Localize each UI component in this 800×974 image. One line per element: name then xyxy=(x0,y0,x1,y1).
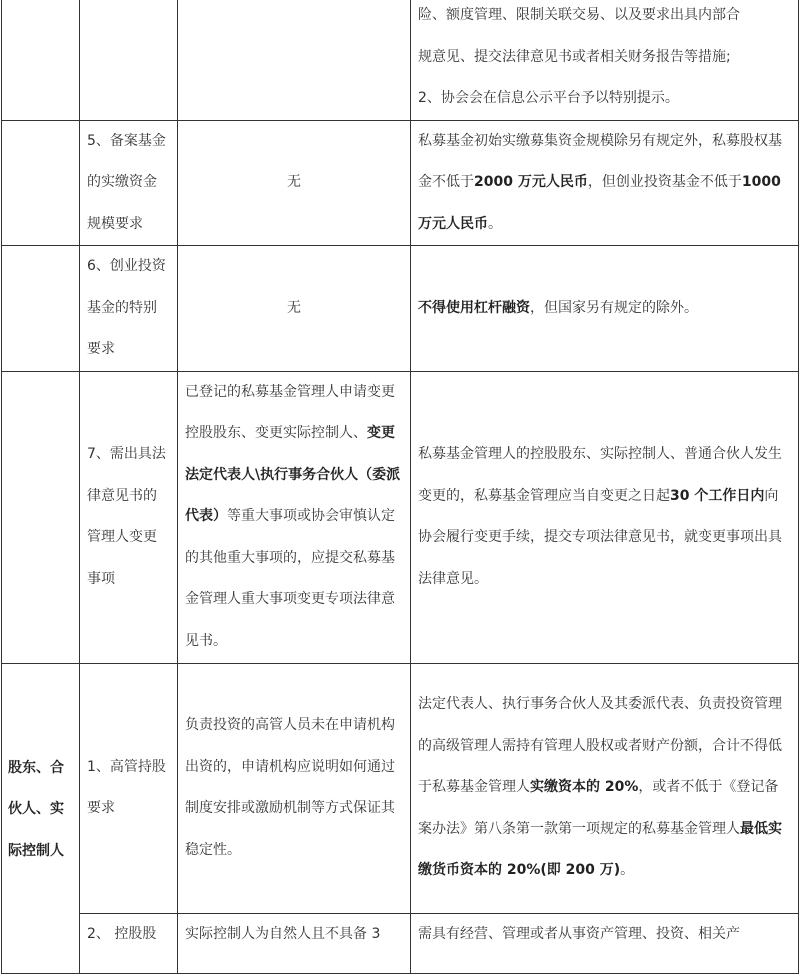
old-rule-cell: 无 xyxy=(178,246,411,372)
new-rule-cell: 法定代表人、执行事务合伙人及其委派代表、负责投资管理的高级管理人需持有管理人股权或者财产份额，合计不得低于私募基金管理人实缴资本的 20%，或者不低于《登记备案办法》第八条第一款第一项规定的私募基金管理人最低实缴货币资本的 20%(即 200 万)。 xyxy=(411,663,799,913)
item-cell: 1、高管持股 要求 xyxy=(80,663,178,913)
item-cell: 5、备案基金 的实缴资金 规模要求 xyxy=(80,120,178,246)
category-cell xyxy=(2,0,80,120)
old-rule-cell: 负责投资的高管人员未在申请机构出资的，申请机构应说明如何通过制度安排或激励机制等方式保证其稳定性。 xyxy=(178,663,411,913)
regulation-table xyxy=(1,0,799,974)
item-cell: 7、需出具法 律意见书的 管理人变更 事项 xyxy=(80,371,178,663)
table-row xyxy=(2,246,799,372)
category-cell xyxy=(2,120,80,246)
table-row xyxy=(2,120,799,246)
table-row xyxy=(2,913,799,973)
new-rule-cell: 不得使用杠杆融资，但国家另有规定的除外。 xyxy=(411,246,799,372)
old-rule-cell: 实际控制人为自然人且不具备 3 xyxy=(178,913,411,973)
item-cell xyxy=(80,0,178,120)
new-rule-cell: 私募基金管理人的控股股东、实际控制人、普通合伙人发生变更的，私募基金管理应当自变更之日起30 个工作日内向协会履行变更手续，提交专项法律意见书，就变更事项出具法律意见。 xyxy=(411,371,799,663)
item-cell: 2、 控股股 xyxy=(80,913,178,973)
new-rule-cell: 需具有经营、管理或者从事资产管理、投资、相关产 xyxy=(411,913,799,973)
new-rule-cell: 险、额度管理、限制关联交易、以及要求出具内部合 规意见、提交法律意见书或者相关财务报告等措施; 2、协会会在信息公示平台予以特别提示。 xyxy=(411,0,799,120)
category-cell: 股东、合 伙人、实 际控制人 xyxy=(2,663,80,973)
old-rule-cell: 已登记的私募基金管理人申请变更控股股东、变更实际控制人、变更法定代表人\执行事务合伙人（委派代表）等重大事项或协会审慎认定的其他重大事项的，应提交私募基金管理人重大事项变更专项法律意见书。 xyxy=(178,371,411,663)
table-row xyxy=(2,0,799,120)
old-rule-cell xyxy=(178,0,411,120)
category-cell xyxy=(2,246,80,372)
table-row xyxy=(2,663,799,913)
table-row xyxy=(2,371,799,663)
item-cell: 6、创业投资 基金的特别 要求 xyxy=(80,246,178,372)
new-rule-cell: 私募基金初始实缴募集资金规模除另有规定外，私募股权基金不低于2000 万元人民币，但创业投资基金不低于1000 万元人民币。 xyxy=(411,120,799,246)
old-rule-cell: 无 xyxy=(178,120,411,246)
category-cell xyxy=(2,371,80,663)
